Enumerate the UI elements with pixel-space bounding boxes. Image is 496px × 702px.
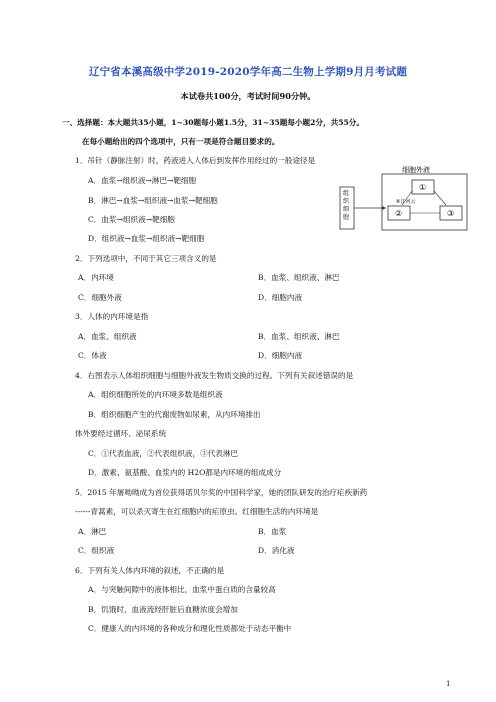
question-5-option-a: A．淋巴 <box>78 527 107 536</box>
node-2-label: ② <box>395 209 403 218</box>
exam-info: 本试卷共100分，考试时间90分钟。 <box>180 91 316 101</box>
question-2-option-a: A．内环境 <box>78 273 114 282</box>
question-4-option-c: C．①代表血液，②代表组织液，③代表淋巴 <box>88 449 239 458</box>
page-number: 1 <box>446 680 451 688</box>
question-1-option-b: B．淋巴→血浆→组织液→血浆→靶细胞 <box>88 196 218 205</box>
question-4-option-b: B．组织细胞产生的代谢废物如尿素，从内环境排出 <box>88 410 261 419</box>
mid-label: ⑥江河云 <box>396 199 416 205</box>
question-1-option-c: C．血浆→组织液→靶细胞 <box>88 215 175 224</box>
cell-label-3: 细 <box>343 206 350 213</box>
question-1-stem: 1．吊针（静脉注射）时，药液进入人体后到发挥作用经过的一般途径是 <box>75 156 316 165</box>
question-5-option-c: C．组织液 <box>78 546 115 555</box>
arrow-head <box>382 206 386 210</box>
section-note: 在每小题给出的四个选项中，只有一项是符合题目要求的。 <box>82 137 280 146</box>
question-5-stem: 5．2015 年屠呦呦成为首位获得诺贝尔奖的中国科学家，她的团队研发的治疗疟疾新药 <box>75 488 368 497</box>
question-6-option-a: A．与突触间隙中的液体相比，血浆中蛋白质的含量较高 <box>88 585 276 594</box>
page-title: 辽宁省本溪高级中学2019-2020学年高二生物上学期9月月考试题 <box>88 66 408 78</box>
question-3-stem: 3．人体的内环境是指 <box>75 312 149 321</box>
exchange-diagram-svg <box>336 165 486 245</box>
node-3-label: ③ <box>447 209 455 218</box>
section-header: 一、选择题：本大题共35小题，1~30题每小题1.5分，31~35题每小题2分，共55分。 <box>62 118 364 127</box>
outer-label: 细胞外液 <box>402 166 430 174</box>
question-3-option-b: B．血浆、组织液、淋巴 <box>258 332 340 341</box>
question-2-option-b: B．血浆、组织液、淋巴 <box>258 273 340 282</box>
question-4-option-d: D．激素、氨基酸、血浆内的 H2O都是内环境的组成成分 <box>88 468 282 477</box>
question-3-option-a: A．血浆、组织液 <box>78 332 137 341</box>
question-5-stem-cont: ------青蒿素，可以杀灭寄生在红细胞内的疟原虫。红细胞生活的内环境是 <box>75 507 319 516</box>
question-5-option-d: D．消化液 <box>258 546 295 555</box>
question-2-option-d: D．细胞内液 <box>258 293 303 302</box>
cell-label-1: 组 <box>343 190 350 197</box>
exchange-diagram <box>336 165 486 245</box>
question-3-option-c: C．体液 <box>78 351 107 360</box>
question-4-option-a: A．组织细胞所处的内环境多数是组织液 <box>88 390 223 399</box>
edge-1-3 <box>434 191 446 205</box>
question-4-stem: 4．右图表示人体组织细胞与细胞外液发生物质交换的过程。下列有关叙述错误的是 <box>75 371 354 380</box>
question-2-option-c: C．细胞外液 <box>78 293 122 302</box>
question-2-stem: 2．下列选项中，不同于其它三项含义的是 <box>75 254 217 263</box>
question-4-option-b-cont: 体外要经过循环、泌尿系统 <box>75 429 167 438</box>
question-5-option-b: B．血浆 <box>258 527 287 536</box>
question-6-option-c: C．健康人的内环境的各种成分和理化性质都处于动态平衡中 <box>88 624 292 633</box>
question-3-option-d: D．细胞内液 <box>258 351 303 360</box>
node-1-label: ① <box>419 183 427 192</box>
question-6-stem: 6．下列有关人体内环境的叙述，不正确的是 <box>75 566 225 575</box>
cell-label-4: 胞 <box>343 214 350 221</box>
question-1-option-a: A．血浆→组织液→淋巴→靶细胞 <box>88 176 197 185</box>
question-6-option-b: B．饥饿时，血液流经肝脏后血糖浓度会增加 <box>88 605 238 614</box>
question-1-option-d: D．组织液→血浆→组织液→靶细胞 <box>88 234 205 243</box>
cell-label-2: 织 <box>343 198 350 205</box>
